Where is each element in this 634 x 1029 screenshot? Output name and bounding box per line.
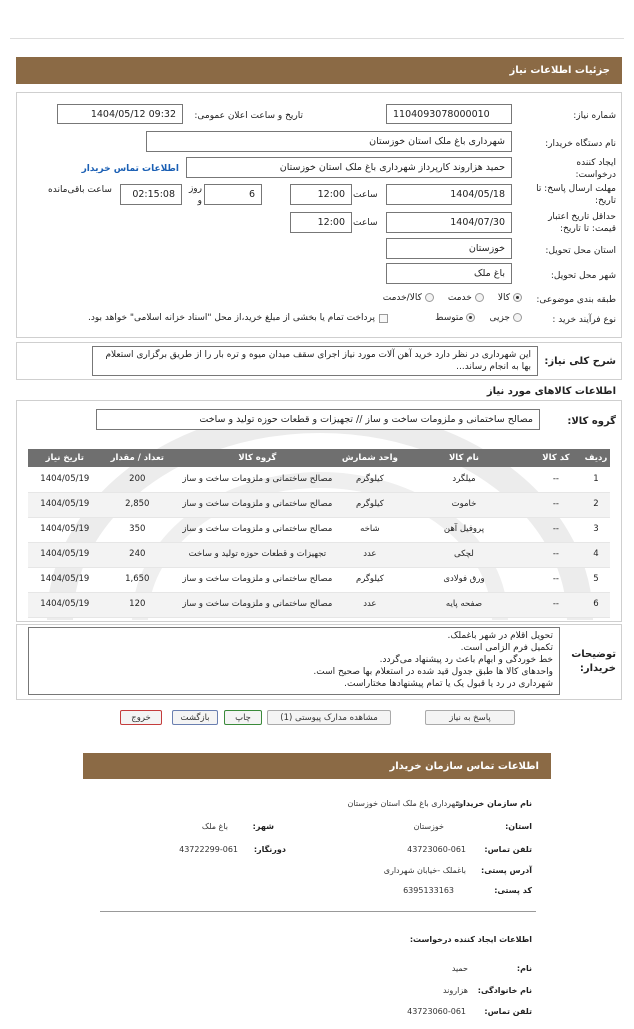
table-row: 2 -- خاموت کیلوگرم مصالح ساختمانی و ملزومات ساخت و ساز 2,850 1404/05/19	[28, 492, 610, 517]
buyer-note-line: خط خوردگی و ابهام باعث رد پیشنهاد می‌گردد.	[379, 654, 553, 665]
category-option-goods[interactable]: کالا	[498, 293, 522, 303]
buyer-org-field: شهرداری باغ ملک استان خوزستان	[146, 131, 512, 152]
creator-last-name-label: نام خانوادگی:	[477, 986, 532, 995]
contact-postal-label: کد پستی:	[494, 886, 532, 895]
contact-fax-value: 43722299-061	[179, 845, 238, 854]
category-label: طبقه بندی موضوعی:	[536, 295, 616, 305]
goods-group-field: مصالح ساختمانی و ملزومات ساخت و ساز // تجهیزات و قطعات حوزه تولید و ساخت	[96, 409, 540, 430]
contact-city-label: شهر:	[252, 822, 274, 831]
deadline-label: مهلت ارسال پاسخ: تا تاریخ:	[536, 184, 616, 206]
validity-date-field: 1404/07/30	[386, 212, 512, 233]
process-option-medium[interactable]: متوسط	[435, 313, 475, 323]
contact-phone-label: تلفن تماس:	[484, 845, 532, 854]
description-text: این شهرداری در نظر دارد خرید آهن آلات مورد نیاز اجرای سقف میدان میوه و تره بار را از طریق برگزاری استعلام بها به انجام رساند...	[92, 346, 538, 376]
contact-header-title: اطلاعات تماس سازمان خریدار	[389, 760, 539, 772]
goods-table-header	[28, 449, 610, 467]
col-code: کد کالا	[530, 449, 582, 467]
print-button[interactable]: چاپ	[224, 710, 262, 725]
buyer-note-line: تحویل اقلام در شهر باغملک.	[447, 631, 553, 641]
creator-info-title: اطلاعات ایجاد کننده درخواست:	[409, 935, 532, 944]
days-label: روز و	[188, 184, 202, 206]
treasury-note: پرداخت تمام یا بخشی از مبلغ خرید،از محل "اسناد خزانه اسلامی" خواهد بود.	[87, 313, 375, 323]
deadline-time-field: 12:00	[290, 184, 352, 205]
radio-medium[interactable]	[466, 313, 475, 322]
goods-group-label: گروه کالا:	[567, 416, 616, 427]
details-header	[16, 57, 622, 84]
col-qty: تعداد / مقدار	[102, 449, 173, 467]
creator-last-name-value: هزاروند	[442, 986, 468, 995]
table-row: 1 -- میلگرد کیلوگرم مصالح ساختمانی و ملزومات ساخت و ساز 200 1404/05/19	[28, 467, 610, 492]
reply-button[interactable]: پاسخ به نیاز	[425, 710, 515, 725]
process-label: نوع فرآیند خرید :	[552, 315, 616, 325]
buyer-notes-box	[28, 627, 560, 695]
creator-first-name-value: حمید	[451, 964, 468, 973]
validity-time-label: ساعت	[353, 218, 378, 228]
contact-fax-label: دورنگار:	[253, 845, 286, 854]
back-button[interactable]: بازگشت	[172, 710, 218, 725]
creator-field: حمید هزاروند کارپرداز شهرداری باغ ملک استان خوزستان	[186, 157, 512, 178]
creator-first-name-label: نام:	[516, 964, 532, 973]
contact-divider	[100, 911, 536, 912]
process-option-minor[interactable]: جزیی	[489, 313, 522, 323]
buyer-org-label: نام دستگاه خریدار:	[545, 139, 616, 149]
process-radio-group	[421, 313, 522, 323]
validity-time-field: 12:00	[290, 212, 352, 233]
contact-info-link[interactable]: اطلاعات تماس خریدار	[81, 164, 179, 174]
buyer-note-line: شهرداری در رد یا قبول یک یا تمام پیشنهادها مختاراست.	[344, 678, 553, 689]
exit-button[interactable]: خروج	[120, 710, 162, 725]
goods-table	[28, 449, 610, 618]
city-label: شهر محل تحویل:	[550, 271, 616, 281]
goods-table-wrap	[28, 449, 610, 618]
creator-phone-label: تلفن تماس:	[484, 1007, 532, 1016]
creator-phone-value: 43723060-061	[407, 1007, 466, 1016]
category-option-service[interactable]: خدمت	[448, 293, 484, 303]
contact-address-value: باغملک -خیابان شهرداری	[383, 866, 466, 875]
city-field: باغ ملک	[386, 263, 512, 284]
contact-org-label: نام سازمان خریدار:	[455, 799, 532, 808]
col-name: نام کالا	[398, 449, 530, 467]
treasury-payment-option[interactable]	[88, 313, 388, 323]
col-date: تاریخ نیاز	[28, 449, 102, 467]
radio-service[interactable]	[475, 293, 484, 302]
category-option-both[interactable]: کالا/خدمت	[383, 293, 434, 303]
announce-field: 1404/05/12 09:32	[57, 104, 183, 124]
details-header-title: جزئیات اطلاعات نیاز	[509, 65, 610, 76]
deadline-time-label: ساعت	[353, 190, 378, 200]
contact-address-label: آدرس پستی:	[481, 866, 532, 875]
buyer-note-line: تکمیل فرم الزامی است.	[460, 642, 553, 653]
col-group: گروه کالا	[173, 449, 342, 467]
contact-header	[83, 753, 551, 779]
radio-goods[interactable]	[513, 293, 522, 302]
need-number-label: شماره نیاز:	[573, 111, 616, 121]
announce-label: تاریخ و ساعت اعلان عمومی:	[194, 111, 303, 121]
radio-both[interactable]	[425, 293, 434, 302]
creator-label: ایجاد کننده درخواست:	[575, 158, 616, 180]
table-row: 6 -- صفحه پایه عدد مصالح ساختمانی و ملزومات ساخت و ساز 120 1404/05/19	[28, 592, 610, 617]
province-label: استان محل تحویل:	[545, 246, 616, 256]
radio-minor[interactable]	[513, 313, 522, 322]
remaining-time-label: ساعت باقی‌مانده	[48, 185, 112, 195]
contact-org-value: شهرداری باغ ملک استان خوزستان	[347, 799, 462, 808]
province-field: خوزستان	[386, 238, 512, 259]
description-label: شرح کلی نیاز:	[544, 356, 616, 367]
table-row: 4 -- لچکی عدد تجهیزات و قطعات حوزه تولید و ساخت 240 1404/05/19	[28, 542, 610, 567]
table-row: 5 -- ورق فولادی کیلوگرم مصالح ساختمانی و ملزومات ساخت و ساز 1,650 1404/05/19	[28, 567, 610, 592]
need-number-field: 1104093078000010	[386, 104, 512, 124]
top-divider	[10, 38, 624, 39]
contact-city-value: باغ ملک	[201, 822, 228, 831]
buyer-notes-label: توضیحات خریدار:	[571, 649, 616, 674]
contact-province-value: خوزستان	[413, 822, 444, 831]
remaining-time-field: 02:15:08	[120, 184, 182, 205]
contact-province-label: استان:	[505, 822, 532, 831]
validity-label: حداقل تاریخ اعتبار قیمت: تا تاریخ:	[548, 212, 616, 234]
col-unit: واحد شمارش	[342, 449, 398, 467]
col-row: ردیف	[582, 449, 610, 467]
table-row: 3 -- پروفیل آهن شاخه مصالح ساختمانی و ملزومات ساخت و ساز 350 1404/05/19	[28, 517, 610, 542]
days-remaining-field: 6	[204, 184, 262, 205]
treasury-checkbox[interactable]	[379, 314, 388, 323]
deadline-date-field: 1404/05/18	[386, 184, 512, 205]
contact-postal-value: 6395133163	[403, 886, 454, 895]
contact-phone-value: 43723060-061	[407, 845, 466, 854]
buyer-note-line: واحدهای کالا ها طبق جدول قید شده در استعلام بها صحیح است.	[313, 666, 553, 677]
view-attachments-button[interactable]: مشاهده مدارک پیوستی (1)	[267, 710, 391, 725]
category-radio-group	[369, 293, 522, 303]
goods-section-title: اطلاعات کالاهای مورد نیاز	[486, 386, 616, 397]
